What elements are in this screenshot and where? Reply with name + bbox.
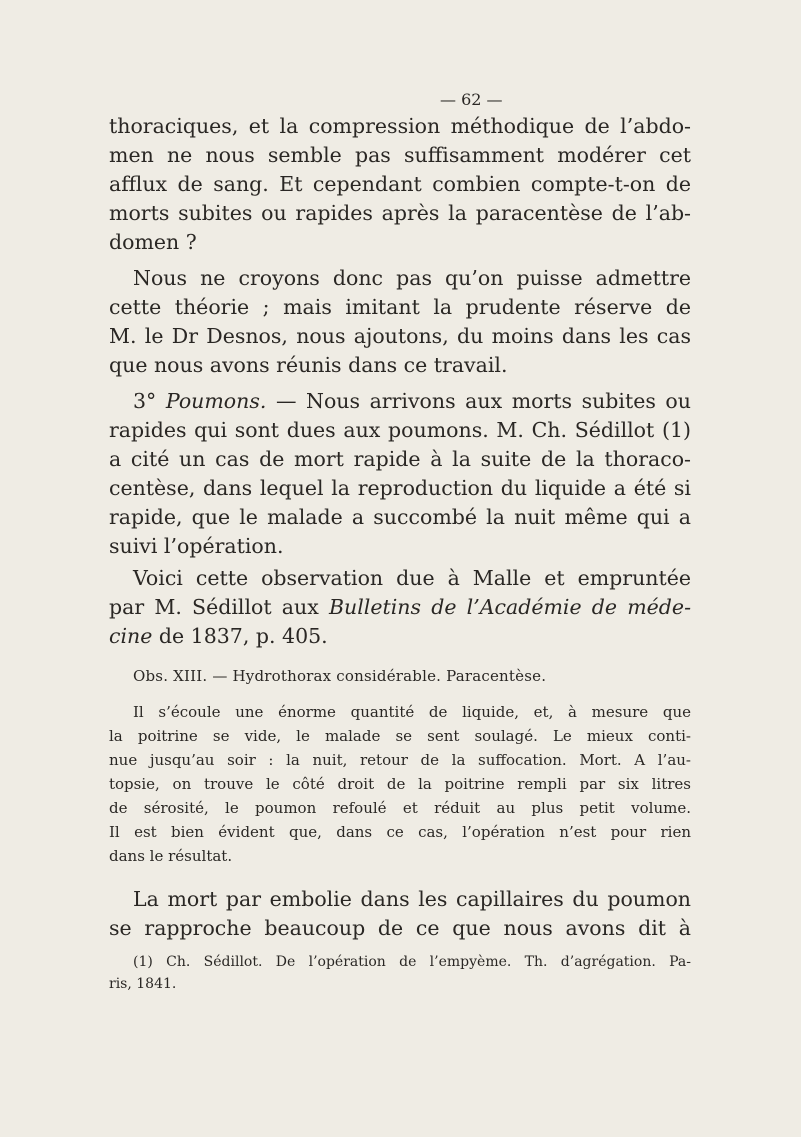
- section-heading-line: [109, 389, 691, 413]
- citation-prefix: par M. Sédillot aux: [109, 595, 319, 619]
- body-line: thoraciques, et la compression méthodique de l’abdo-: [109, 114, 691, 138]
- section-number: 3°: [133, 389, 157, 413]
- body-line: se rapproche beaucoup de ce que nous avons dit à: [109, 916, 691, 940]
- observation-line: Il s’écoule une énorme quantité de liquide, et, à mesure que: [133, 703, 691, 721]
- citation-rest: de 1837, p. 405.: [158, 624, 328, 648]
- body-line: rapides qui sont dues aux poumons. M. Ch. Sédillot (1): [109, 418, 691, 442]
- observation-line: nue jusqu’au soir : la nuit, retour de la suffocation. Mort. A l’au-: [109, 751, 691, 769]
- footnote-line: ris, 1841.: [109, 976, 177, 992]
- observation-line: Il est bien évident que, dans ce cas, l’opération n’est pour rien: [109, 823, 691, 841]
- body-line: centèse, dans lequel la reproduction du liquide a été si: [109, 476, 691, 500]
- body-line: Nous ne croyons donc pas qu’on puisse admettre: [133, 266, 691, 290]
- section-line-rest: — Nous arrivons aux morts subites ou: [275, 389, 691, 413]
- section-title: Poumons.: [165, 389, 267, 413]
- body-line: a cité un cas de mort rapide à la suite de la thoraco-: [109, 447, 691, 471]
- observation-line: dans le résultat.: [109, 847, 233, 865]
- citation-title: Bulletins de l’Académie de méde-: [328, 595, 691, 619]
- observation-heading: Obs. XIII. — Hydrothorax considérable. Paracentèse.: [133, 667, 547, 685]
- body-line: cette théorie ; mais imitant la prudente réserve de: [109, 295, 691, 319]
- page-number: — 62 —: [440, 90, 503, 109]
- body-line: Voici cette observation due à Malle et empruntée: [133, 566, 691, 590]
- observation-line: topsie, on trouve le côté droit de la poitrine rempli par six litres: [109, 775, 691, 793]
- body-line: afflux de sang. Et cependant combien compte-t-on de: [109, 172, 691, 196]
- body-line: domen ?: [109, 230, 197, 254]
- citation-title-end: cine: [109, 624, 153, 648]
- observation-line: la poitrine se vide, le malade se sent soulagé. Le mieux conti-: [109, 727, 691, 745]
- body-line: que nous avons réunis dans ce travail.: [109, 353, 508, 377]
- citation-line: [109, 595, 691, 619]
- observation-line: de sérosité, le poumon refoulé et réduit au plus petit volume.: [109, 799, 691, 817]
- body-line: suivi l’opération.: [109, 534, 284, 558]
- body-line: La mort par embolie dans les capillaires du poumon: [133, 887, 691, 911]
- body-line: morts subites ou rapides après la paracentèse de l’ab-: [109, 201, 691, 225]
- body-line: M. le Dr Desnos, nous ajoutons, du moins dans les cas: [109, 324, 691, 348]
- body-line: men ne nous semble pas suffisamment modérer cet: [109, 143, 691, 167]
- body-line: rapide, que le malade a succombé la nuit même qui a: [109, 505, 691, 529]
- citation-line: [109, 624, 691, 648]
- footnote-line: (1) Ch. Sédillot. De l’opération de l’empyème. Th. d’agrégation. Pa-: [133, 954, 691, 970]
